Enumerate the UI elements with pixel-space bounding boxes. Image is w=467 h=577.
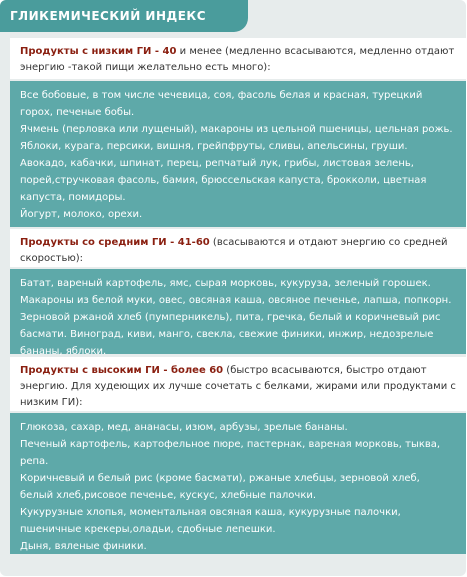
food-line: Йогурт, молоко, орехи. bbox=[20, 209, 143, 220]
page-title: ГЛИКЕМИЧЕСКИЙ ИНДЕКС bbox=[0, 0, 248, 32]
food-line: Ячмень (перловка или лущеный), макароны из цельной пшеницы, цельная рожь. bbox=[20, 124, 453, 135]
food-line: Дыня, вяленые финики. bbox=[20, 541, 147, 552]
medium-gi-header bbox=[10, 229, 466, 267]
food-line: Печеный картофель, картофельное пюре, пастернак, вареная морковь, тыква, репа. bbox=[20, 439, 441, 467]
low-gi-header bbox=[10, 38, 466, 79]
food-line: Кукурузные хлопья, моментальная овсяная каша, кукурузные палочки, пшеничные крекеры,оладьи, сдобные лепешки. bbox=[20, 507, 401, 535]
food-line: Яблоки, курага, персики, вишня, грейпфруты, сливы, апельсины, груши. bbox=[20, 141, 408, 152]
medium-gi-highlight: Продукты со средним ГИ - 41-60 bbox=[20, 237, 210, 248]
medium-gi-description: (всасываются и отдают энергию со средней скоростью): bbox=[20, 237, 448, 264]
food-line: Все бобовые, в том числе чечевица, соя, фасоль белая и красная, турецкий горох, печеные бобы. bbox=[20, 90, 423, 118]
high-gi-description: (быстро всасываются, быстро отдают энергию. Для худеющих их лучше сочетать с белками, жирами или продуктами с низким ГИ): bbox=[20, 365, 456, 408]
low-gi-highlight: Продукты с низким ГИ - 40 bbox=[20, 46, 177, 57]
food-line: Авокадо, кабачки, шпинат, перец, репчатый лук, грибы, листовая зелень, порей,стручковая фасоль, бамия, брюссельская капуста, брокколи, цветная капуста, помидоры. bbox=[20, 158, 427, 203]
high-gi-header bbox=[10, 357, 466, 411]
low-gi-description: и менее (медленно всасываются, медленно отдают энергию -такой пищи желательно есть много): bbox=[20, 46, 455, 73]
high-gi-highlight: Продукты с высоким ГИ - более 60 bbox=[20, 365, 224, 376]
food-line: Глюкоза, сахар, мед, ананасы, изюм, арбузы, зрелые бананы. bbox=[20, 422, 348, 433]
food-line: Батат, вареный картофель, ямс, сырая морковь, кукуруза, зеленый горошек. Макароны из белой муки, овес, овсяная каша, овсяное печенье, лапша, попкорн. Зерновой ржаной хлеб (пумперникель), пита, гречка, белый и коричневый рис басмати. Виноград, киви, манго, свекла, свежие финики, инжир, недозрелые бананы, яблоки. bbox=[20, 278, 452, 357]
low-gi-foods bbox=[10, 81, 466, 227]
medium-gi-foods bbox=[10, 269, 466, 357]
high-gi-foods bbox=[10, 413, 466, 554]
food-line: Коричневый и белый рис (кроме басмати), ржаные хлебцы, зерновой хлеб, белый хлеб,рисовое печенье, кускус, хлебные палочки. bbox=[20, 473, 420, 501]
